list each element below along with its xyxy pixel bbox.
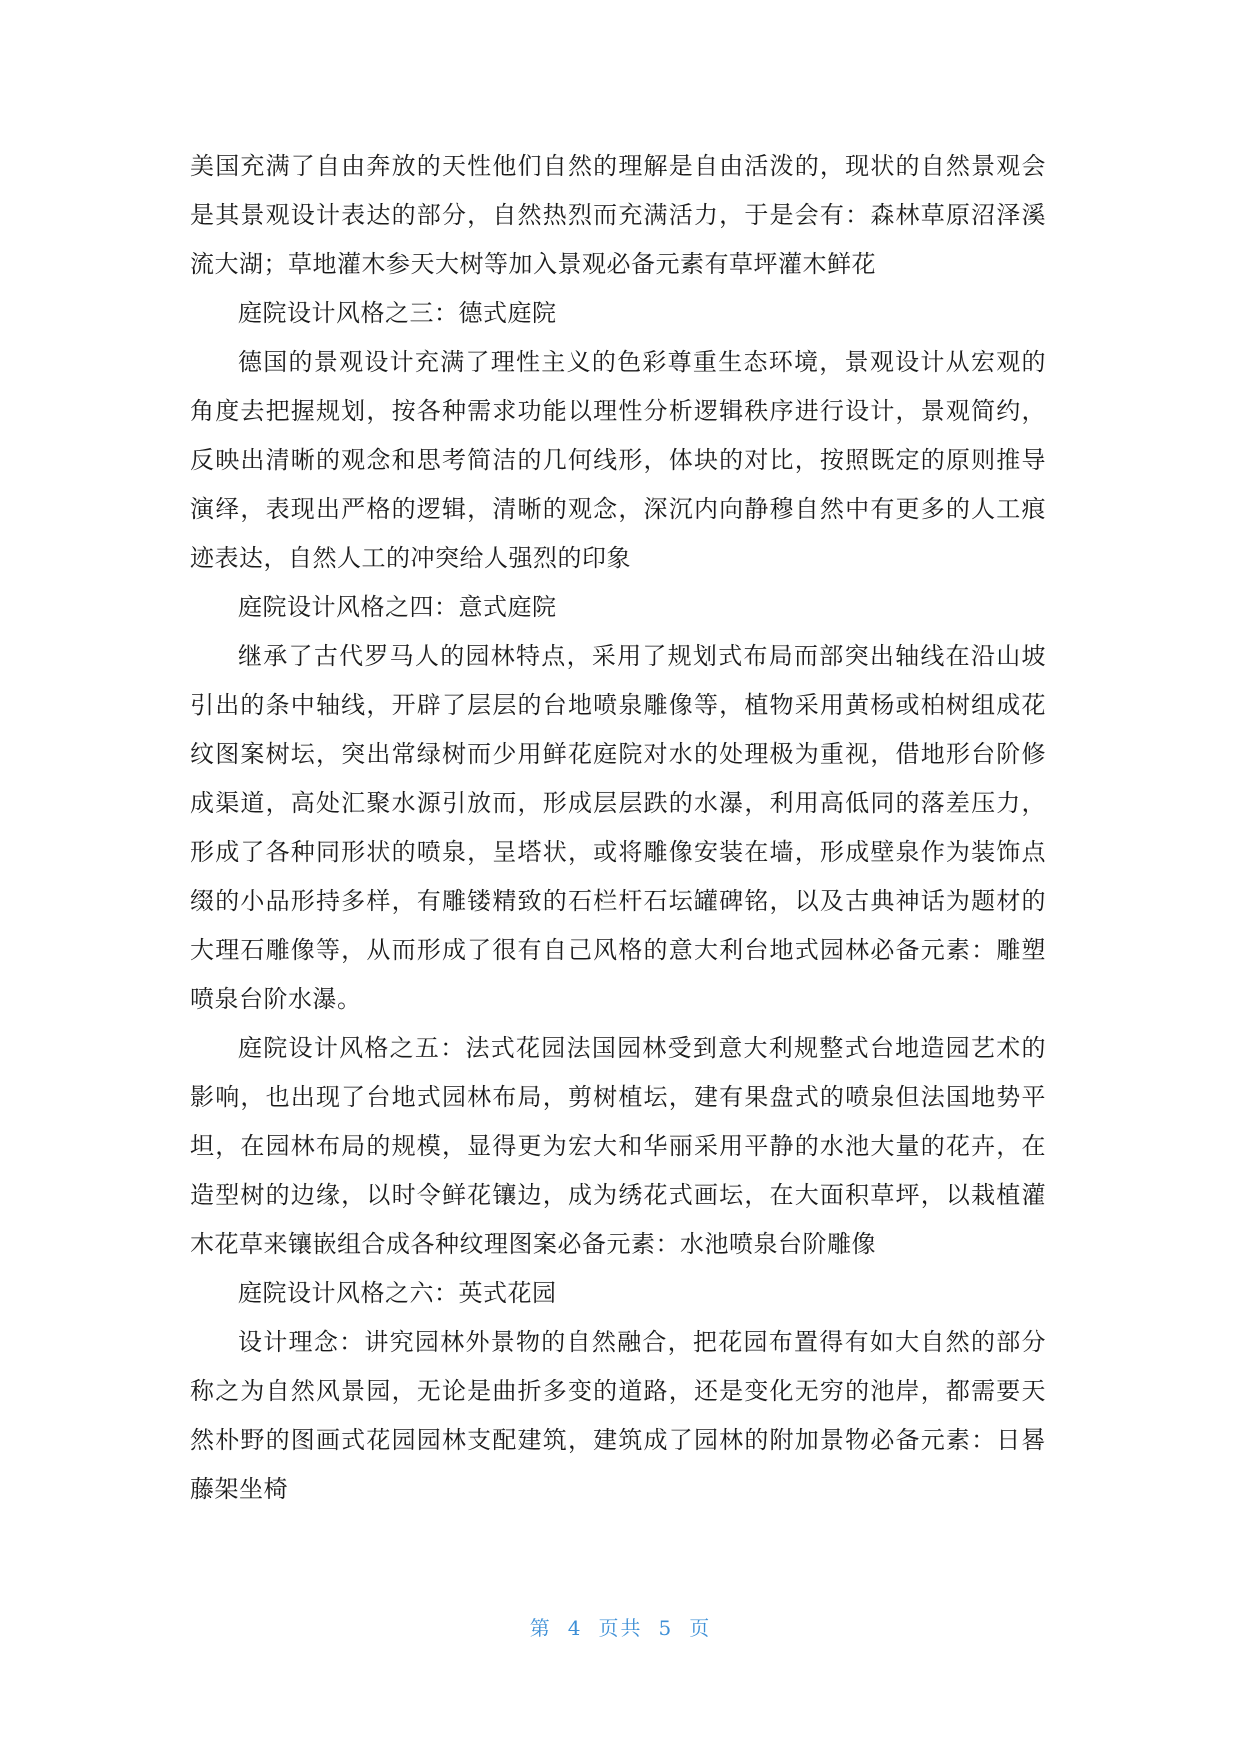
paragraph-french: 庭院设计风格之五：法式花园法国园林受到意大利规整式台地造园艺术的影响，也出现了台地式园林布局，剪树植坛，建有果盘式的喷泉但法国地势平坦，在园林布局的规模，显得更为宏大和华丽采用平静的水池大量的花卉，在造型树的边缘，以时令鲜花镶边，成为绣花式画坛，在大面积草坪，以栽植灌木花草来镶嵌组合成各种纹理图案必备元素：水池喷泉台阶雕像: [190, 1034, 1046, 1258]
paragraph-german: 德国的景观设计充满了理性主义的色彩尊重生态环境，景观设计从宏观的角度去把握规划，按各种需求功能以理性分析逻辑秩序进行设计，景观简约，反映出清晰的观念和思考简洁的几何线形，体块的对比，按照既定的原则推导演绎，表现出严格的逻辑，清晰的观念，深沉内向静穆自然中有更多的人工痕迹表达，自然人工的冲突给人强烈的印象: [190, 348, 1046, 572]
footer-prefix: 第: [529, 1616, 552, 1640]
section-heading-english: 庭院设计风格之六：英式花园: [238, 1279, 557, 1307]
footer-suffix: 页: [689, 1616, 712, 1640]
paragraph-italian: 继承了古代罗马人的园林特点，采用了规划式布局而部突出轴线在沿山坡引出的条中轴线，开辟了层层的台地喷泉雕像等，植物采用黄杨或柏树组成花纹图案树坛，突出常绿树而少用鲜花庭院对水的处理极为重视，借地形台阶修成渠道，高处汇聚水源引放而，形成层层跌的水瀑，利用高低同的落差压力，形成了各种同形状的喷泉，呈塔状，或将雕像安装在墙，形成壁泉作为装饰点缀的小品形持多样，有雕镂精致的石栏杆石坛罐碑铭，以及古典神话为题材的大理石雕像等，从而形成了很有自己风格的意大利台地式园林必备元素：雕塑喷泉台阶水瀑。: [190, 642, 1046, 1013]
section-heading-german: 庭院设计风格之三：德式庭院: [238, 299, 557, 327]
total-page-number: 5: [658, 1616, 674, 1640]
paragraph-1: 美国充满了自由奔放的天性他们自然的理解是自由活泼的，现状的自然景观会是其景观设计表达的部分，自然热烈而充满活力，于是会有：森林草原沼泽溪流大湖；草地灌木参天大树等加入景观必备元素有草坪灌木鲜花: [190, 152, 1046, 278]
paragraph-english: 设计理念：讲究园林外景物的自然融合，把花园布置得有如大自然的部分称之为自然风景园，无论是曲折多变的道路，还是变化无穷的池岸，都需要天然朴野的图画式花园园林支配建筑，建筑成了园林的附加景物必备元素：日晷藤架坐椅: [190, 1328, 1046, 1503]
page-footer: [0, 1612, 1241, 1641]
section-heading-italian: 庭院设计风格之四：意式庭院: [238, 593, 557, 621]
current-page-number: 4: [567, 1616, 583, 1640]
document-body: [190, 142, 1046, 1514]
footer-middle: 页共: [598, 1616, 643, 1640]
